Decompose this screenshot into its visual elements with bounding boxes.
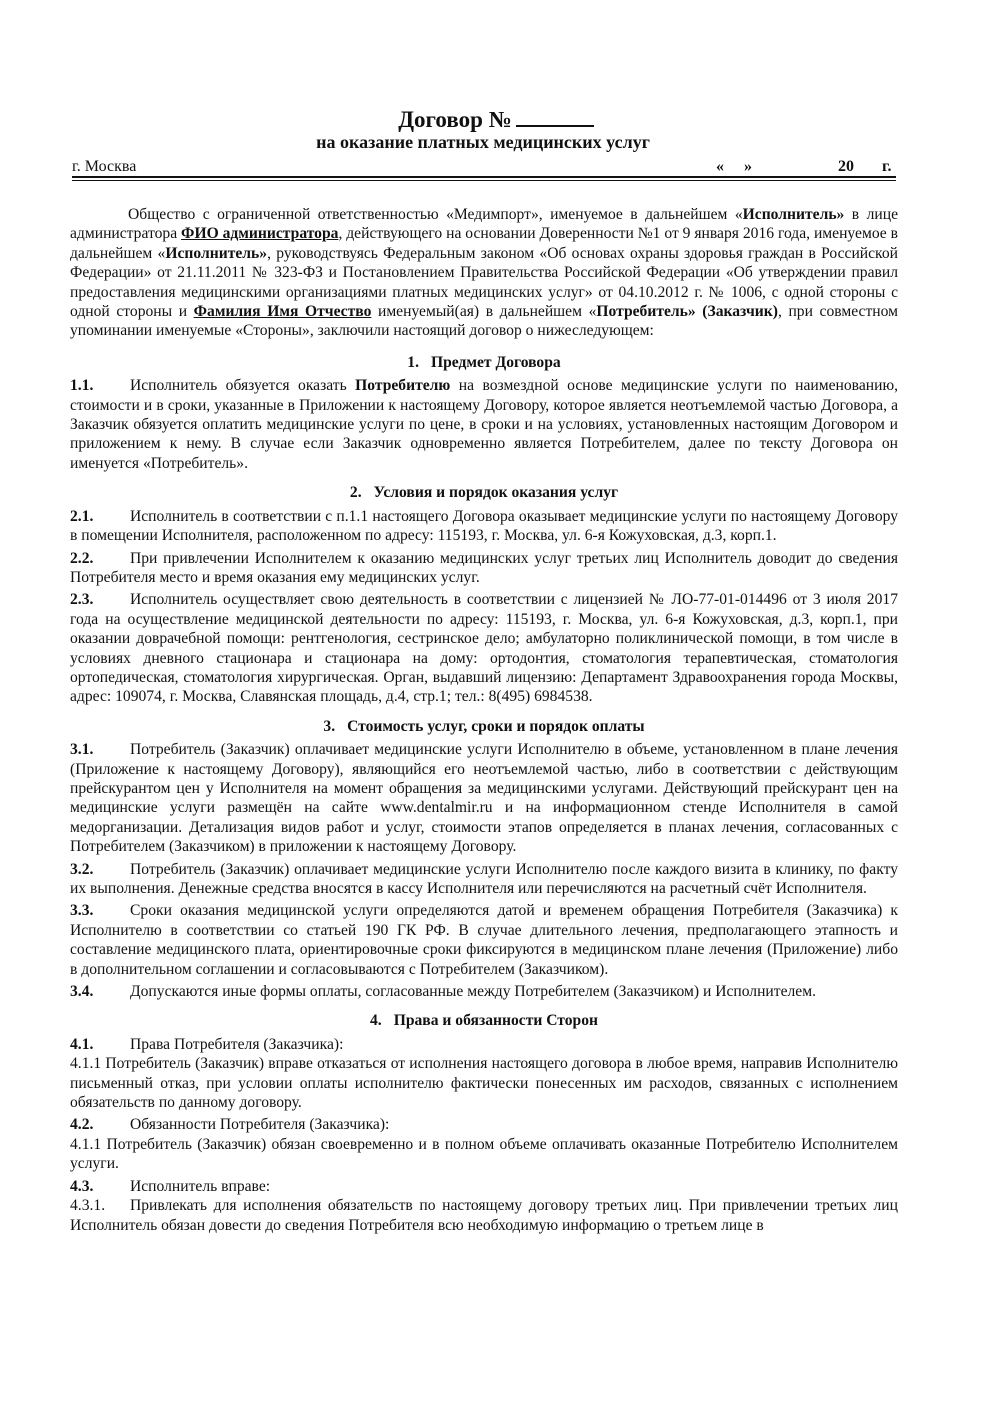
client-name: Фамилия Имя Отчество [193, 303, 372, 321]
contract-body [70, 205, 898, 1238]
clause-3-3: 3.3. Сроки оказания медицинской услуги определяются датой и временем обращения Потребителя (Заказчика) к Исполнителю в соответствии со статьей 190 ГК РФ. В случае длительного лечения, предполагающего этапность и составление медицинского плата, ориентировочные сроки фиксируются в медицинском плане лечения (Приложение) либо в дополнительном соглашении и согласовываются с Потребителем (Заказчиком). [70, 902, 898, 978]
clause-4-1-1: 4.1.1 Потребитель (Заказчик) вправе отказаться от исполнения настоящего договора в любое время, направив Исполнителю письменный отказ, при условии оплаты исполнителю фактически понесенных им расходов, связанных с исполнением обязательств по данному договору. [70, 1055, 898, 1112]
clause-3-1: 3.1. Потребитель (Заказчик) оплачивает медицинские услуги Исполнителю в объеме, установленном в плане лечения (Приложение к настоящему Договору), являющийся его неотъемлемой частью, либо в соответствии с действующим прейскурантом цен у Исполнителя на момент обращения за медицинскими услугами. Действующий прейскурант цен на медицинские услуги размещён на сайте www.dentalmir.ru и на информационном стенде Исполнителя в самой медорганизации. Детализация видов работ и услуг, стоимости этапов определяется в планах лечения, согласованных с Потребителем (Заказчиком) в приложении к настоящему Договору. [70, 741, 898, 856]
clause-2-2: 2.2. При привлечении Исполнителем к оказанию медицинских услуг третьих лиц Исполнитель доводит до сведения Потребителя место и время оказания ему медицинских услуг. [70, 549, 898, 586]
clause-4-1: 4.1. Права Потребителя (Заказчика): [70, 1035, 344, 1053]
clause-4-3-1: 4.3.1. Привлекать для исполнения обязательств по настоящему договору третьих лиц. При привлечении третьих лиц Исполнитель обязан довести до сведения Потребителя всю необходимую информацию о третьем лице в [70, 1197, 898, 1234]
date-quote-close: » [744, 158, 752, 175]
clause-3-4: 3.4. Допускаются иные формы оплаты, согласованные между Потребителем (Заказчиком) и Исполнителем. [70, 983, 816, 1001]
clause-2-3: 2.3. Исполнитель осуществляет свою деятельность в соответствии с лицензией № ЛО-77-01-014496 от 3 июля 2017 года на осуществление медицинской деятельности по адресу: 115193, г. Москва, ул. 6-я Кожуховская, д.3, корп.1, при оказании доврачебной помощи: рентгенология, сестринское дело; амбулаторно поликлинической помощи, в том числе в условиях дневного стационара и стационара на дому: ортодонтия, стоматология терапевтическая, стоматология ортопедическая, стоматология хирургическая. Орган, выдавший лицензию: Департамент Здравоохранения города Москвы, адрес: 109074, г. Москва, Славянская площадь, д.4, стр.1; тел.: 8(495) 6984538. [70, 591, 898, 706]
intro-paragraph: Общество с ограниченной ответственностью «Медимпорт», именуемое в дальнейшем «Исполнитель» в лице администратора ФИО администратора, действующего на основании Доверенности №1 от 9 января 2016 года, именуемое в дальнейшем «Исполнитель», руководствуясь Федеральным законом «Об основах охраны здоровья граждан в Российской Федерации» от 21.11.2011 № 323-ФЗ и Постановлением Правительства Российской Федерации «Об утверждении правил предоставления медицинскими организациями платных медицинских услуг» от 04.10.2012 г. № 1006, с одной стороны с одной стороны и Фамилия Имя Отчество именуемый(ая) в дальнейшем «Потребитель» (Заказчик), при совместном упоминании именуемые «Стороны», заключили настоящий договор о нижеследующем: [70, 206, 898, 340]
contract-title [0, 103, 992, 134]
date-year-suffix: г. [882, 158, 892, 175]
contract-subtitle: на оказание платных медицинских услуг [316, 132, 650, 152]
clause-3-2: 3.2. Потребитель (Заказчик) оплачивает медицинские услуги Исполнителю после каждого визита в клинику, по факту их выполнения. Денежные средства вносятся в кассу Исполнителя или перечисляются на расчетный счёт Исполнителя. [70, 860, 898, 897]
place-date-line [72, 156, 894, 178]
clause-4-2: 4.2. Обязанности Потребителя (Заказчика): [70, 1116, 390, 1134]
city: г. Москва [72, 158, 137, 175]
admin-name: ФИО администратора [181, 225, 339, 243]
clause-2-1: 2.1. Исполнитель в соответствии с п.1.1 настоящего Договора оказывает медицинские услуги по настоящему Договору в помещении Исполнителя, расположенном по адресу: 115193, г. Москва, ул. 6-я Кожуховская, д.3, корп.1. [70, 507, 898, 545]
header-rule-thin [72, 180, 896, 181]
section-1-heading: 1. Предмет Договора [407, 353, 561, 371]
contract-title-text: Договор № [398, 107, 512, 132]
date-quote-open: « [716, 158, 724, 175]
clause-4-2-1: 4.1.1 Потребитель (Заказчик) обязан своевременно и в полном объеме оплачивать оказанные Потребителю Исполнителем услуги. [70, 1135, 898, 1173]
section-4-heading: 4. Права и обязанности Сторон [370, 1012, 598, 1030]
clause-4-3: 4.3. Исполнитель вправе: [70, 1177, 271, 1195]
header-rule-thick [72, 176, 896, 178]
section-3-heading: 3. Стоимость услуг, сроки и порядок оплаты [323, 717, 645, 735]
section-2-heading: 2. Условия и порядок оказания услуг [349, 484, 619, 502]
contract-number-blank [516, 103, 594, 127]
date-year: 20 [838, 158, 854, 175]
clause-1-1: 1.1. Исполнитель обязуется оказать Потребителю на возмездной основе медицинские услуги по наименованию, стоимости и в сроки, указанные в Приложении к настоящему Договору, которое является неотъемлемой частью Договора, а Заказчик обязуется оплатить медицинские услуги по цене, в сроки и на условиях, установленных настоящим Договором и приложением к нему. В случае если Заказчик одновременно является Потребителем, далее по тексту Договора он именуется «Потребитель». [70, 377, 898, 472]
